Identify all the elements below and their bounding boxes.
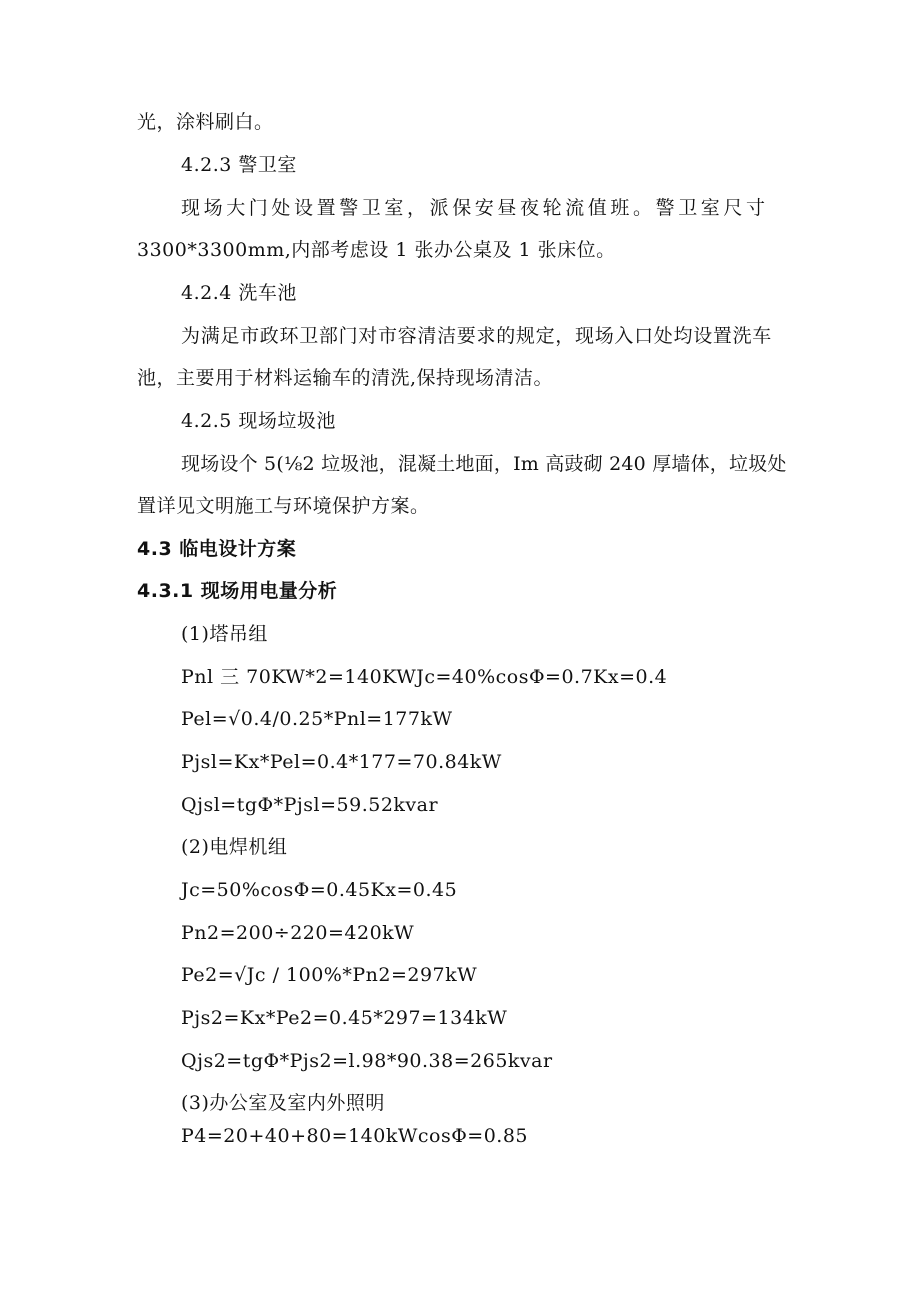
formula-line: Pel=√0.4/0.25*Pnl=177kW bbox=[181, 708, 453, 730]
formula-line: P4=20+40+80=140kWcosΦ=0.85 bbox=[181, 1125, 529, 1147]
formula-line: Jc=50%cosΦ=0.45Kx=0.45 bbox=[181, 879, 458, 901]
paragraph-guard-room-line-1: 现场大门处设置警卫室，派保安昼夜轮流值班。警卫室尺寸 bbox=[181, 197, 769, 219]
formula-line: Pjs2=Kx*Pe2=0.45*297=134kW bbox=[181, 1007, 508, 1029]
subheading-lighting: (3)办公室及室内外照明 bbox=[181, 1092, 385, 1114]
paragraph-wash-pool-line-1: 为满足市政环卫部门对市容清洁要求的规定，现场入口处均设置洗车 bbox=[181, 325, 773, 347]
formula-line: Pjsl=Kx*Pel=0.4*177=70.84kW bbox=[181, 751, 502, 773]
formula-line: Pnl 三 70KW*2=140KWJc=40%cosΦ=0.7Kx=0.4 bbox=[181, 666, 668, 688]
formula-line: Qjsl=tgΦ*Pjsl=59.52kvar bbox=[181, 794, 439, 816]
paragraph-garbage-pool-line-1: 现场设个 5(⅛2 垃圾池，混凝土地面，Im 高豉砌 240 厚墙体，垃圾处 bbox=[181, 453, 787, 475]
section-heading-4-2-3: 4.2.3 警卫室 bbox=[181, 154, 297, 176]
formula-line: Pn2=200÷220=420kW bbox=[181, 922, 415, 944]
formula-line: Qjs2=tgΦ*Pjs2=l.98*90.38=265kvar bbox=[181, 1050, 553, 1072]
section-heading-4-2-5: 4.2.5 现场垃圾池 bbox=[181, 410, 336, 432]
section-heading-4-2-4: 4.2.4 洗车池 bbox=[181, 282, 297, 304]
section-heading-4-3: 4.3 临电设计方案 bbox=[137, 538, 297, 560]
paragraph-continuation: 光，涂料刷白。 bbox=[137, 111, 274, 133]
section-heading-4-3-1: 4.3.1 现场用电量分析 bbox=[137, 580, 338, 602]
paragraph-guard-room-line-2: 3300*3300mm,内部考虑设 1 张办公桌及 1 张床位。 bbox=[137, 239, 616, 261]
paragraph-wash-pool-line-2: 池，主要用于材料运输车的清洗,保持现场清洁。 bbox=[137, 367, 554, 389]
subheading-welding: (2)电焊机组 bbox=[181, 836, 288, 858]
formula-line: Pe2=√Jc / 100%*Pn2=297kW bbox=[181, 964, 478, 986]
subheading-tower-crane: (1)塔吊组 bbox=[181, 623, 268, 645]
paragraph-garbage-pool-line-2: 置详见文明施工与环境保护方案。 bbox=[137, 495, 430, 517]
